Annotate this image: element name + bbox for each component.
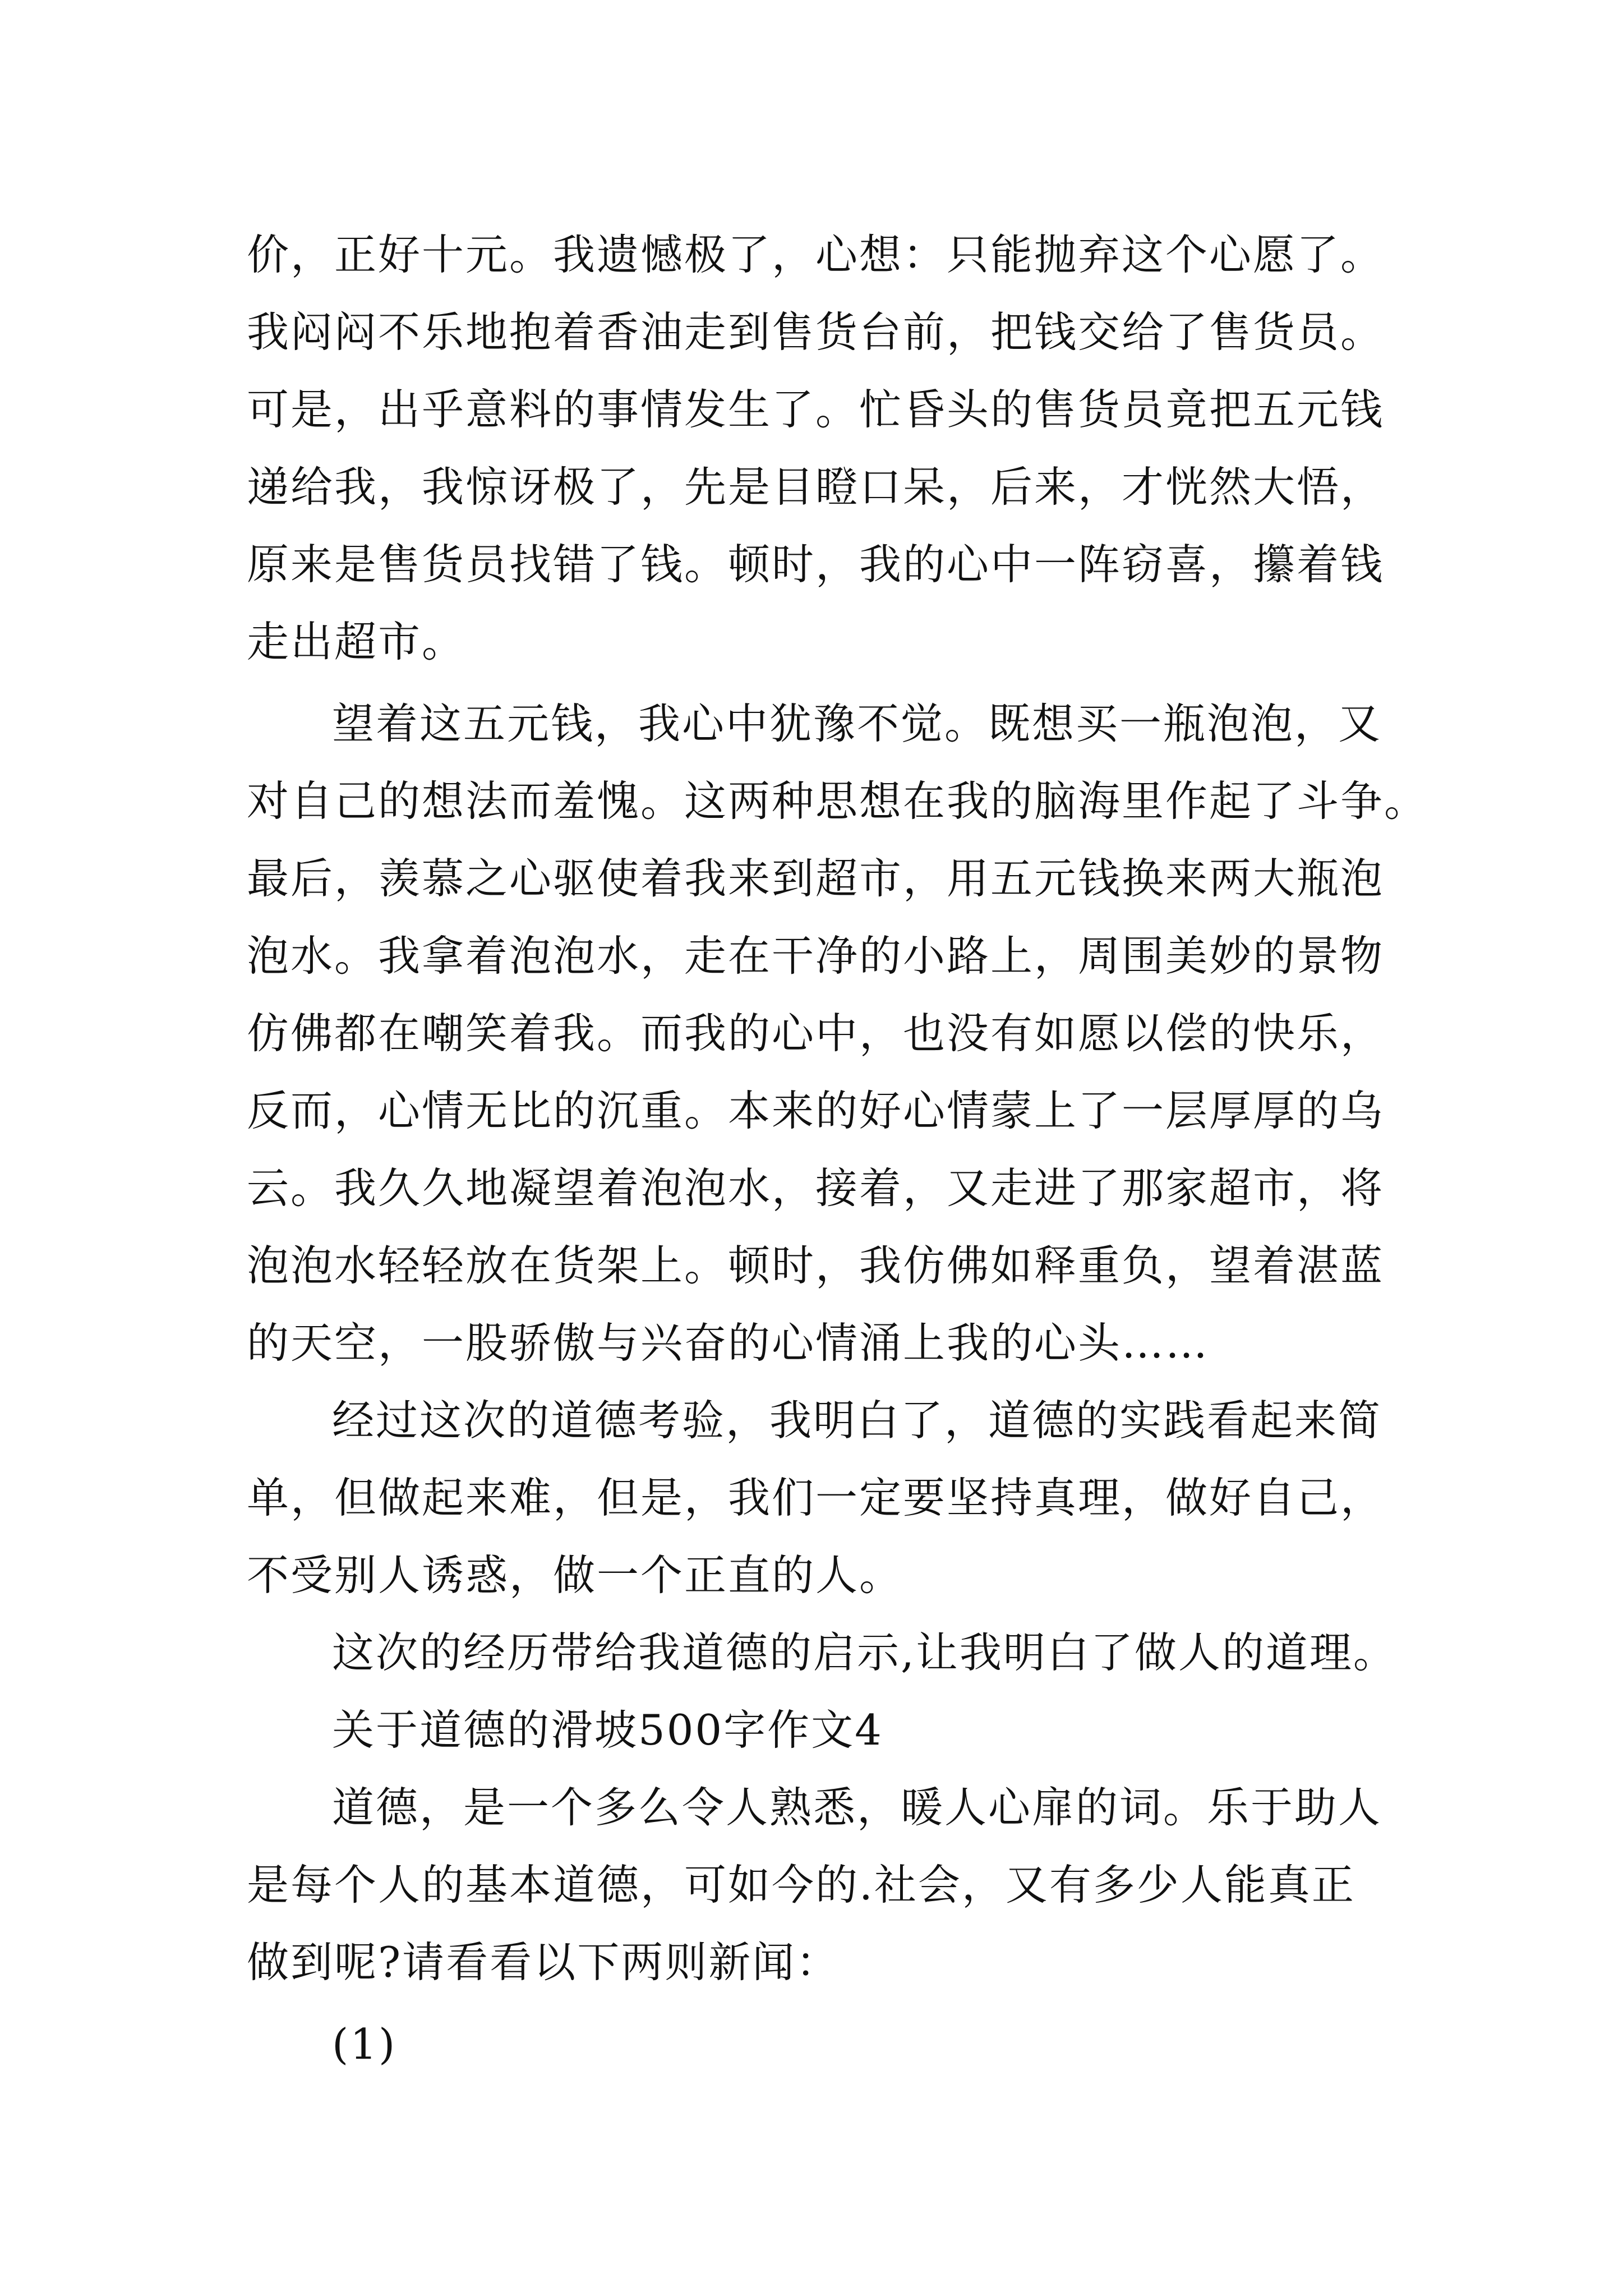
text-line-2: 我闷闷不乐地抱着香油走到售货台前，把钱交给了售货员。 (247, 307, 1385, 357)
section-title: 关于道德的滑坡500字作文4 (332, 1705, 883, 1755)
document-body (247, 216, 1428, 2083)
text-line-5: 原来是售货员找错了钱。顿时，我的心中一阵窃喜，攥着钱 (247, 540, 1385, 589)
text-line-1: 价，正好十元。我遗憾极了，心想：只能抛弃这个心愿了。 (247, 230, 1385, 279)
text-line-9: 最后，羡慕之心驱使着我来到超市，用五元钱换来两大瓶泡 (247, 854, 1385, 903)
text-line-23: 做到呢?请看看以下两则新闻： (247, 1938, 840, 1987)
text-line-22: 是每个人的基本道德，可如今的.社会，又有多少人能真正 (247, 1860, 1355, 1910)
text-line-14: 泡泡水轻轻放在货架上。顿时，我仿佛如释重负，望着湛蓝 (247, 1241, 1385, 1290)
text-line-8: 对自己的想法而羞愧。这两种思想在我的脑海里作起了斗争。 (247, 776, 1428, 826)
text-line-13: 云。我久久地凝望着泡泡水，接着，又走进了那家超市，将 (247, 1163, 1385, 1213)
text-line-12: 反而，心情无比的沉重。本来的好心情蒙上了一层厚厚的乌 (247, 1086, 1385, 1135)
text-line-6: 走出超市。 (247, 617, 466, 666)
paragraph-start-line-7: 望着这五元钱，我心中犹豫不觉。既想买一瓶泡泡，又 (332, 699, 1382, 748)
text-line-11: 仿佛都在嘲笑着我。而我的心中，也没有如愿以偿的快乐， (247, 1009, 1385, 1058)
text-line-15: 的天空，一股骄傲与兴奋的心情涌上我的心头…… (247, 1318, 1210, 1368)
list-marker: (1) (332, 2019, 397, 2069)
text-line-4: 递给我，我惊讶极了，先是目瞪口呆，后来，才恍然大悟， (247, 462, 1385, 512)
text-line-3: 可是，出乎意料的事情发生了。忙昏头的售货员竟把五元钱 (247, 385, 1385, 434)
paragraph-line-19: 这次的经历带给我道德的启示,让我明白了做人的道理。 (332, 1628, 1397, 1677)
text-line-17: 单，但做起来难，但是，我们一定要坚持真理，做好自己， (247, 1473, 1385, 1522)
text-line-10: 泡水。我拿着泡泡水，走在干净的小路上，周围美妙的景物 (247, 931, 1385, 981)
text-line-18: 不受别人诱惑，做一个正直的人。 (247, 1550, 903, 1600)
paragraph-start-line-21: 道德，是一个多么令人熟悉，暖人心扉的词。乐于助人 (332, 1783, 1382, 1832)
paragraph-start-line-16: 经过这次的道德考验，我明白了，道德的实践看起来简 (332, 1396, 1382, 1445)
